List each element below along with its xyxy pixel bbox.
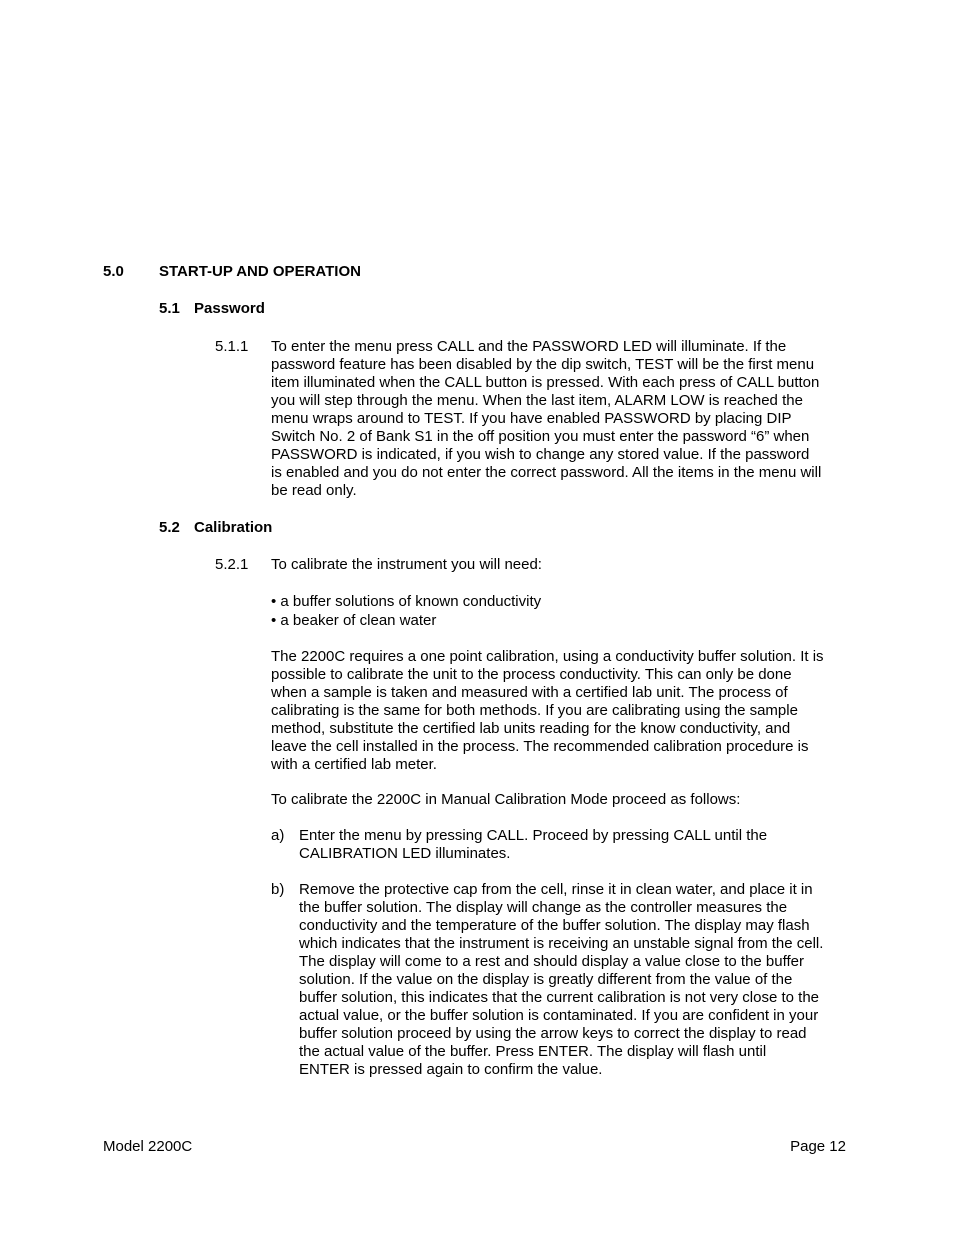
paragraph-line: password feature has been disabled by the dip switch, TEST will be the first menu xyxy=(271,356,815,373)
password-paragraph xyxy=(271,338,839,500)
paragraph-line: be read only. xyxy=(271,482,357,499)
subsection-number-calibration: 5.2 xyxy=(159,519,180,536)
list-item: • a beaker of clean water xyxy=(271,612,437,629)
paragraph-line: method, substitute the certified lab units reading for the know conductivity, and xyxy=(271,720,791,737)
calibration-intro: To calibrate the instrument you will need: xyxy=(271,556,542,573)
manual-calibration-intro: To calibrate the 2200C in Manual Calibration Mode proceed as follows: xyxy=(271,791,741,808)
paragraph-line: To enter the menu press CALL and the PASSWORD LED will illuminate. If the xyxy=(271,338,787,355)
footer-page-number: Page 12 xyxy=(790,1138,846,1155)
paragraph-line: conductivity and the temperature of the buffer solution. The display may flash xyxy=(299,917,810,934)
paragraph-line: you will step through the menu. When the last item, ALARM LOW is reached the xyxy=(271,392,803,409)
paragraph-line: Enter the menu by pressing CALL. Proceed by pressing CALL until the xyxy=(299,827,768,844)
paragraph-line: the buffer solution. The display will change as the controller measures the xyxy=(299,899,788,916)
needs-list xyxy=(271,592,541,630)
step-b-label: b) xyxy=(271,881,285,898)
calibration-paragraph xyxy=(271,648,839,774)
paragraph-line: solution. If the value on the display is greatly different from the value of the xyxy=(299,971,793,988)
paragraph-line: calibrating is the same for both methods. If you are calibrating using the sample xyxy=(271,702,798,719)
paragraph-line: item illuminated when the CALL button is pressed. With each press of CALL button xyxy=(271,374,820,391)
paragraph-line: The display will come to a rest and should display a value close to the buffer xyxy=(299,953,805,970)
section-title: START-UP AND OPERATION xyxy=(159,263,361,280)
step-b-text xyxy=(299,881,839,1079)
paragraph-line: CALIBRATION LED illuminates. xyxy=(299,845,511,862)
subsection-title-calibration: Calibration xyxy=(194,519,273,536)
section-number: 5.0 xyxy=(103,263,124,280)
step-a-label: a) xyxy=(271,827,285,844)
subsection-title-password: Password xyxy=(194,300,265,317)
subsection-number-password: 5.1 xyxy=(159,300,180,317)
item-number-5-1-1: 5.1.1 xyxy=(215,338,249,355)
paragraph-line: which indicates that the instrument is receiving an unstable signal from the cell. xyxy=(299,935,824,952)
item-number-5-2-1: 5.2.1 xyxy=(215,556,249,573)
paragraph-line: possible to calibrate the unit to the process conductivity. This can only be done xyxy=(271,666,792,683)
paragraph-line: Remove the protective cap from the cell, rinse it in clean water, and place it in xyxy=(299,881,813,898)
paragraph-line: Switch No. 2 of Bank S1 in the off position you must enter the password “6” when xyxy=(271,428,810,445)
paragraph-line: PASSWORD is indicated, if you wish to change any stored value. If the password xyxy=(271,446,810,463)
list-item: • a buffer solutions of known conductivity xyxy=(271,593,542,610)
paragraph-line: when a sample is taken and measured with a certified lab unit. The process of xyxy=(271,684,788,701)
paragraph-line: with a certified lab meter. xyxy=(271,756,437,773)
paragraph-line: leave the cell installed in the process. The recommended calibration procedure is xyxy=(271,738,809,755)
paragraph-line: buffer solution, this indicates that the current calibration is not very close to the xyxy=(299,989,820,1006)
paragraph-line: menu wraps around to TEST. If you have enabled PASSWORD by placing DIP xyxy=(271,410,792,427)
paragraph-line: The 2200C requires a one point calibration, using a conductivity buffer solution. It is xyxy=(271,648,824,665)
paragraph-line: actual value, or the buffer solution is contaminated. If you are confident in your xyxy=(299,1007,819,1024)
paragraph-line: is enabled and you do not enter the correct password. All the items in the menu will xyxy=(271,464,822,481)
step-a-text xyxy=(299,827,839,863)
paragraph-line: buffer solution proceed by using the arrow keys to correct the display to read xyxy=(299,1025,807,1042)
footer-model: Model 2200C xyxy=(103,1138,193,1155)
paragraph-line: the actual value of the buffer. Press ENTER. The display will flash until xyxy=(299,1043,767,1060)
paragraph-line: ENTER is pressed again to confirm the value. xyxy=(299,1061,603,1078)
